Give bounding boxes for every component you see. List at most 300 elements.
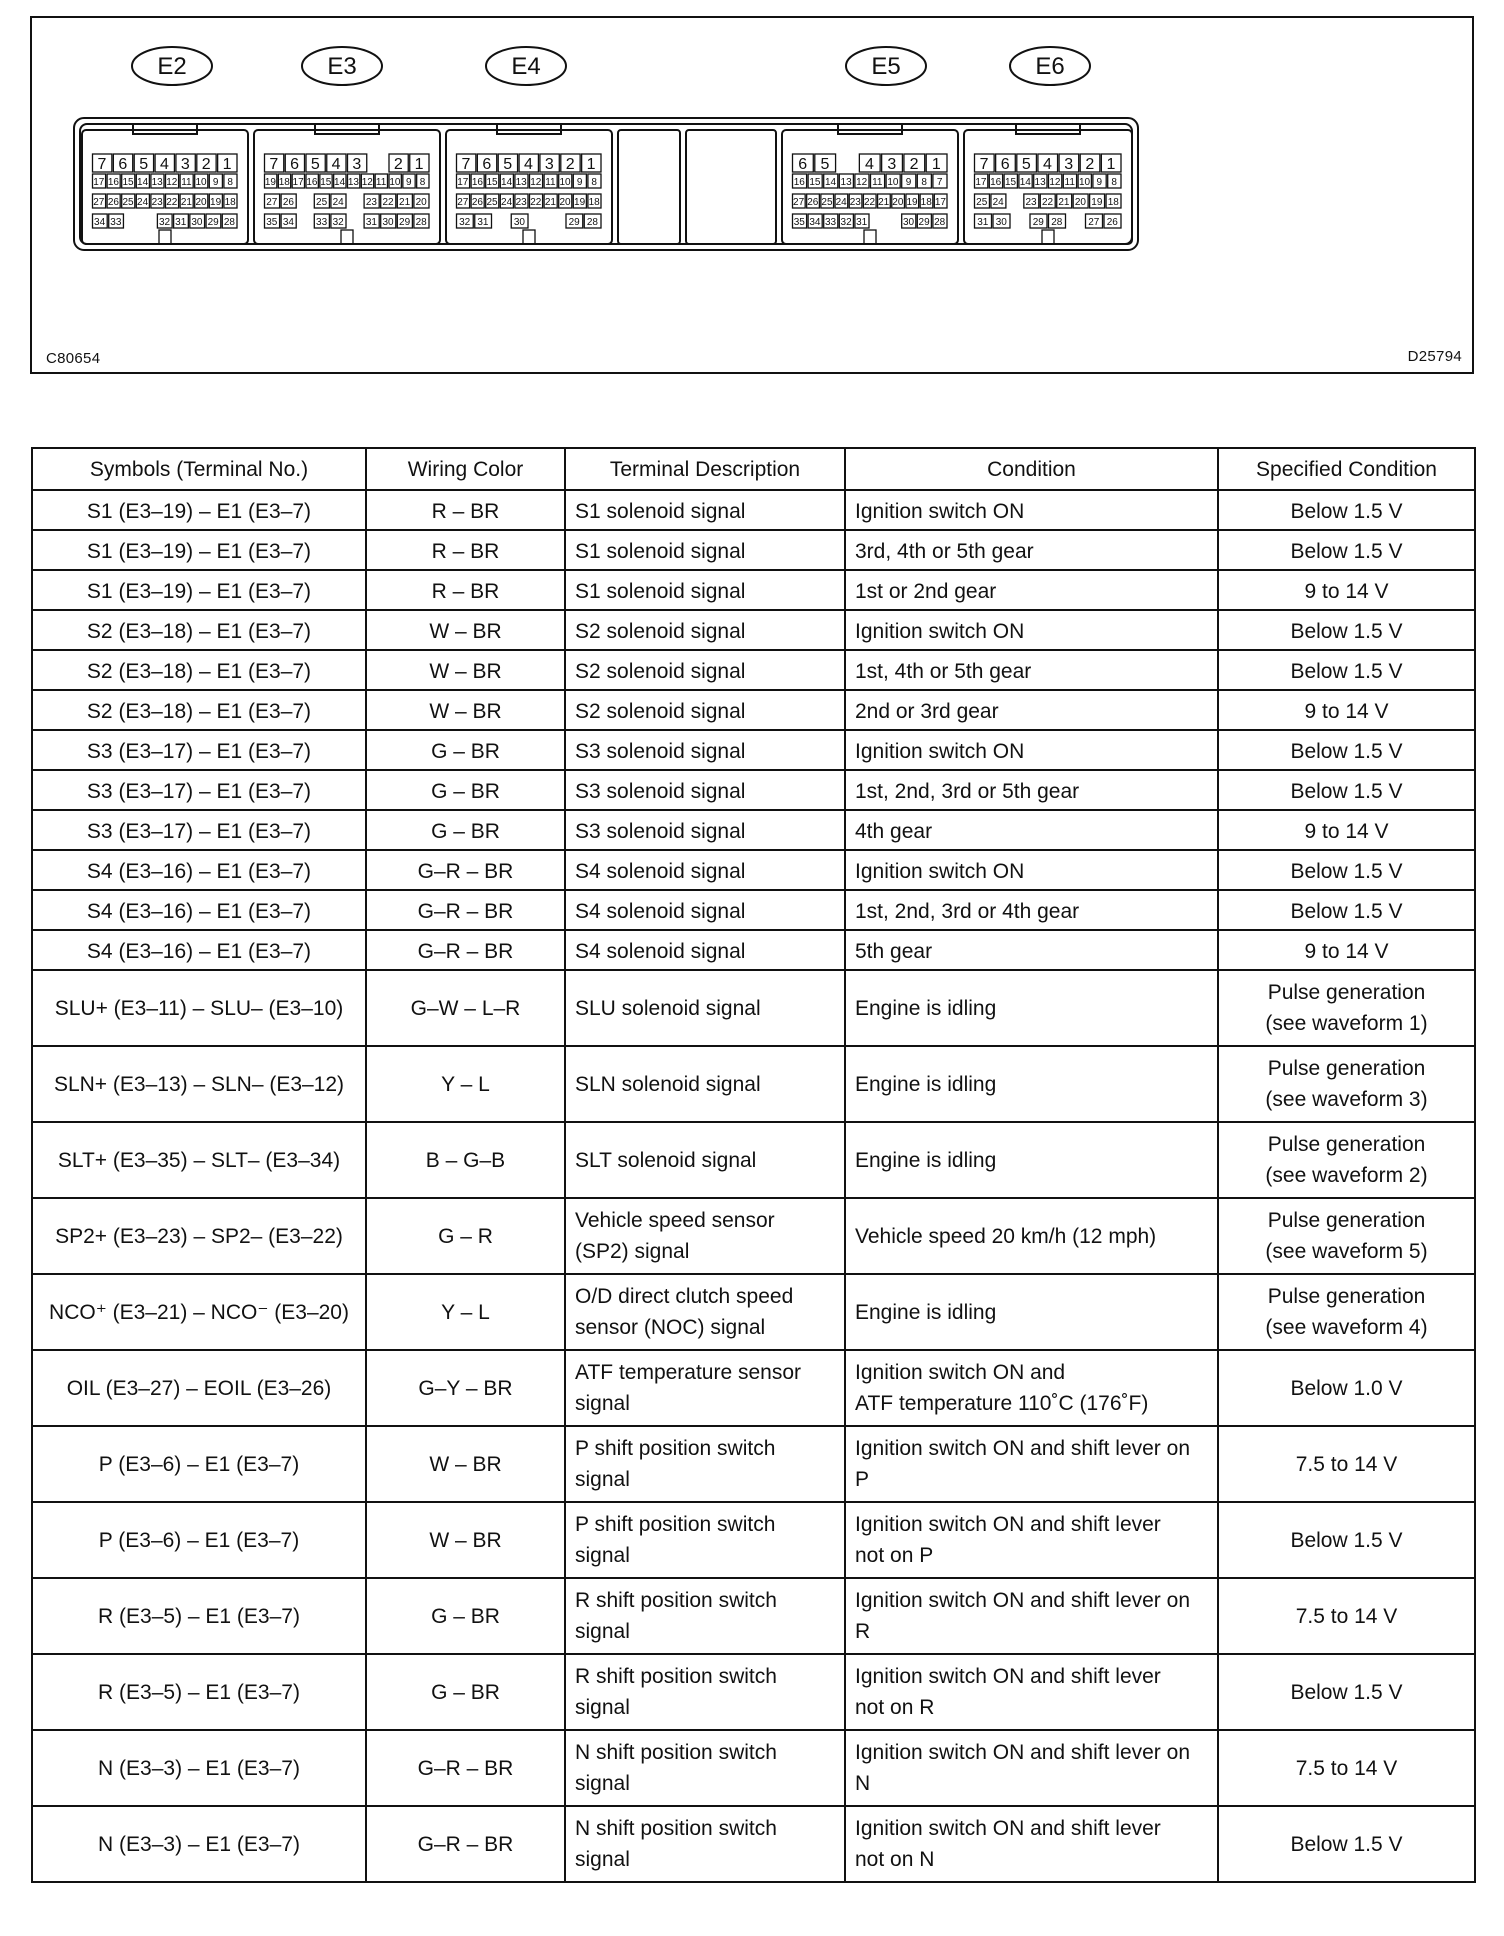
cell-symbols: S1 (E3–19) – E1 (E3–7) — [32, 530, 366, 570]
cell-condition — [845, 1426, 1218, 1502]
svg-text:32: 32 — [332, 217, 344, 228]
table-row — [32, 1046, 1475, 1122]
svg-text:5: 5 — [139, 156, 149, 173]
cell-specified-condition-line: (see waveform 3) — [1265, 1088, 1428, 1111]
cell-terminal-description-line: S3 solenoid signal — [575, 740, 746, 763]
svg-text:19: 19 — [906, 197, 918, 208]
cell-terminal-description — [565, 850, 845, 890]
svg-text:33: 33 — [824, 217, 837, 228]
cell-specified-condition — [1218, 1046, 1475, 1122]
cell-symbols: S3 (E3–17) – E1 (E3–7) — [32, 770, 366, 810]
svg-text:2: 2 — [909, 156, 919, 173]
blank-section-left — [618, 130, 680, 244]
svg-text:18: 18 — [224, 197, 236, 208]
cell-condition-line: Ignition switch ON and shift lever — [855, 1665, 1161, 1688]
cell-terminal-description-line: signal — [575, 1848, 630, 1871]
cell-condition-line: P — [855, 1468, 870, 1491]
svg-text:17: 17 — [975, 177, 987, 188]
svg-text:11: 11 — [545, 177, 556, 188]
svg-text:20: 20 — [195, 197, 207, 208]
cell-terminal-description — [565, 1502, 845, 1578]
cell-condition — [845, 1350, 1218, 1426]
cell-condition — [845, 690, 1218, 730]
svg-text:29: 29 — [918, 217, 930, 228]
cell-terminal-description-line: S1 solenoid signal — [575, 500, 746, 523]
table-row — [32, 530, 1475, 570]
header-specified-condition: Specified Condition — [1218, 448, 1475, 490]
cell-terminal-description-line: R shift position switch — [575, 1665, 777, 1688]
svg-text:17: 17 — [93, 177, 105, 188]
svg-text:26: 26 — [282, 197, 294, 208]
cell-terminal-description-line: signal — [575, 1544, 630, 1567]
cell-specified-condition — [1218, 850, 1475, 890]
svg-text:1: 1 — [586, 156, 596, 173]
svg-text:13: 13 — [840, 177, 852, 188]
cell-condition — [845, 610, 1218, 650]
cell-specified-condition-line: Below 1.0 V — [1290, 1376, 1403, 1400]
svg-text:26: 26 — [807, 197, 819, 208]
svg-text:16: 16 — [471, 177, 483, 188]
svg-text:12: 12 — [856, 177, 868, 188]
svg-text:6: 6 — [290, 156, 300, 173]
svg-text:24: 24 — [501, 197, 513, 208]
svg-text:33: 33 — [316, 217, 328, 228]
svg-text:25: 25 — [122, 197, 134, 208]
svg-text:20: 20 — [892, 197, 904, 208]
cell-symbols: OIL (E3–27) – EOIL (E3–26) — [32, 1350, 366, 1426]
svg-text:35: 35 — [793, 217, 805, 228]
cell-symbols: SP2+ (E3–23) – SP2– (E3–22) — [32, 1198, 366, 1274]
cell-specified-condition-line: Below 1.5 V — [1290, 540, 1403, 563]
svg-text:E6: E6 — [1035, 53, 1065, 80]
svg-text:4: 4 — [865, 156, 874, 173]
cell-specified-condition-line: Below 1.5 V — [1290, 1528, 1403, 1552]
cell-symbols: P (E3–6) – E1 (E3–7) — [32, 1502, 366, 1578]
cell-condition — [845, 1654, 1218, 1730]
cell-specified-condition-line: Below 1.5 V — [1290, 660, 1403, 683]
cell-wiring-color: G–R – BR — [366, 1806, 565, 1882]
svg-text:29: 29 — [207, 217, 219, 228]
cell-specified-condition-line: Pulse generation — [1267, 1209, 1426, 1232]
svg-text:7: 7 — [936, 177, 943, 188]
svg-text:30: 30 — [513, 217, 525, 228]
connector-label-e6 — [1010, 47, 1090, 85]
svg-text:15: 15 — [809, 177, 821, 188]
svg-text:3: 3 — [544, 156, 554, 173]
cell-terminal-description-line: signal — [575, 1772, 630, 1795]
cell-wiring-color: B – G–B — [366, 1122, 565, 1198]
cell-terminal-description — [565, 1730, 845, 1806]
cell-condition-line: Ignition switch ON — [855, 860, 1025, 883]
connector-block-e3 — [254, 124, 440, 244]
svg-text:14: 14 — [334, 177, 346, 188]
cell-specified-condition-line: 9 to 14 V — [1304, 820, 1389, 843]
cell-terminal-description-line: signal — [575, 1392, 630, 1415]
svg-text:15: 15 — [122, 177, 134, 188]
svg-text:27: 27 — [93, 197, 105, 208]
cell-terminal-description-line: signal — [575, 1696, 630, 1719]
svg-text:6: 6 — [798, 156, 808, 173]
connector-block-e5 — [782, 124, 958, 244]
cell-specified-condition — [1218, 570, 1475, 610]
cell-specified-condition — [1218, 1350, 1475, 1426]
cell-terminal-description — [565, 490, 845, 530]
cell-specified-condition-line: 9 to 14 V — [1304, 940, 1389, 963]
svg-text:13: 13 — [515, 177, 527, 188]
cell-condition-line: not on P — [855, 1544, 934, 1567]
cell-specified-condition — [1218, 1122, 1475, 1198]
cell-specified-condition-line: Below 1.5 V — [1290, 740, 1403, 763]
svg-text:35: 35 — [266, 217, 278, 228]
cell-wiring-color: G–Y – BR — [366, 1350, 565, 1426]
cell-condition — [845, 770, 1218, 810]
svg-text:9: 9 — [1096, 177, 1103, 188]
svg-text:1: 1 — [1106, 156, 1116, 173]
cell-terminal-description-line: P shift position switch — [575, 1437, 776, 1460]
svg-text:1: 1 — [414, 156, 424, 173]
connector-label-e2 — [132, 47, 212, 85]
cell-specified-condition — [1218, 530, 1475, 570]
cell-condition — [845, 1806, 1218, 1882]
cell-specified-condition-line: Pulse generation — [1267, 1133, 1426, 1156]
cell-terminal-description-line: S4 solenoid signal — [575, 900, 746, 923]
cell-terminal-description — [565, 1578, 845, 1654]
cell-condition-line: 1st, 4th or 5th gear — [855, 660, 1032, 683]
cell-wiring-color: G – R — [366, 1198, 565, 1274]
svg-text:E4: E4 — [511, 53, 541, 80]
cell-condition-line: 1st, 2nd, 3rd or 4th gear — [855, 900, 1080, 923]
svg-text:20: 20 — [1074, 197, 1086, 208]
cell-wiring-color: G–R – BR — [366, 890, 565, 930]
cell-specified-condition-line: 7.5 to 14 V — [1295, 1452, 1398, 1476]
cell-terminal-description — [565, 610, 845, 650]
cell-condition-line: 3rd, 4th or 5th gear — [855, 540, 1034, 563]
cell-specified-condition-line: Pulse generation — [1267, 981, 1426, 1004]
svg-text:14: 14 — [137, 177, 149, 188]
svg-text:23: 23 — [151, 197, 163, 208]
table-row — [32, 490, 1475, 530]
cell-condition — [845, 1274, 1218, 1350]
table-row — [32, 850, 1475, 890]
svg-text:31: 31 — [977, 217, 989, 228]
header-condition: Condition — [845, 448, 1218, 490]
svg-text:29: 29 — [568, 217, 580, 228]
svg-text:10: 10 — [559, 177, 571, 188]
svg-text:30: 30 — [902, 217, 915, 228]
cell-symbols: SLT+ (E3–35) – SLT– (E3–34) — [32, 1122, 366, 1198]
svg-text:4: 4 — [1043, 156, 1052, 173]
svg-text:24: 24 — [332, 197, 344, 208]
cell-condition-line: 1st or 2nd gear — [855, 580, 997, 603]
cell-condition-line: Ignition switch ON and shift lever on — [855, 1437, 1190, 1460]
svg-text:23: 23 — [849, 197, 861, 208]
figure-code-right: D25794 — [1407, 348, 1462, 365]
cell-terminal-description-line: P shift position switch — [575, 1513, 776, 1536]
svg-text:5: 5 — [310, 156, 320, 173]
svg-text:27: 27 — [266, 197, 278, 208]
cell-condition-line: Ignition switch ON — [855, 740, 1025, 763]
svg-text:32: 32 — [158, 217, 171, 228]
svg-text:34: 34 — [94, 217, 106, 228]
cell-condition-line: Ignition switch ON — [855, 500, 1025, 523]
cell-terminal-description — [565, 1046, 845, 1122]
cell-symbols: N (E3–3) – E1 (E3–7) — [32, 1806, 366, 1882]
svg-text:7: 7 — [979, 156, 989, 173]
svg-text:11: 11 — [181, 177, 192, 188]
cell-symbols: SLN+ (E3–13) – SLN– (E3–12) — [32, 1046, 366, 1122]
terminal-spec-table — [31, 447, 1476, 1883]
table-row — [32, 650, 1475, 690]
table-row — [32, 570, 1475, 610]
cell-specified-condition — [1218, 490, 1475, 530]
cell-specified-condition — [1218, 610, 1475, 650]
svg-text:30: 30 — [191, 217, 203, 228]
svg-text:2: 2 — [393, 156, 403, 173]
svg-text:6: 6 — [1000, 156, 1010, 173]
svg-text:19: 19 — [264, 177, 276, 188]
svg-text:4: 4 — [524, 156, 533, 173]
cell-specified-condition-line: 9 to 14 V — [1304, 700, 1389, 723]
cell-condition — [845, 930, 1218, 970]
cell-wiring-color: W – BR — [366, 1426, 565, 1502]
cell-condition-line: 2nd or 3rd gear — [855, 700, 999, 723]
svg-text:34: 34 — [282, 217, 294, 228]
cell-wiring-color: R – BR — [366, 530, 565, 570]
cell-condition — [845, 1730, 1218, 1806]
cell-condition — [845, 810, 1218, 850]
cell-specified-condition — [1218, 730, 1475, 770]
connector-block-e4 — [446, 124, 612, 244]
cell-condition-line: Ignition switch ON and shift lever — [855, 1817, 1161, 1840]
table-row — [32, 690, 1475, 730]
cell-terminal-description — [565, 810, 845, 850]
table-row — [32, 1654, 1475, 1730]
cell-terminal-description — [565, 570, 845, 610]
svg-text:3: 3 — [887, 156, 897, 173]
cell-terminal-description-line: S2 solenoid signal — [575, 700, 746, 723]
svg-text:33: 33 — [110, 217, 122, 228]
cell-specified-condition — [1218, 1502, 1475, 1578]
svg-text:25: 25 — [316, 197, 328, 208]
cell-specified-condition-line: Below 1.5 V — [1290, 900, 1403, 923]
svg-text:27: 27 — [1088, 217, 1100, 228]
svg-text:23: 23 — [365, 197, 377, 208]
cell-condition-line: Ignition switch ON and shift lever on — [855, 1741, 1190, 1764]
cell-terminal-description — [565, 690, 845, 730]
svg-text:10: 10 — [195, 177, 207, 188]
cell-specified-condition-line: Pulse generation — [1267, 1057, 1426, 1080]
cell-wiring-color: W – BR — [366, 690, 565, 730]
svg-text:E5: E5 — [871, 53, 901, 80]
cell-wiring-color: G – BR — [366, 810, 565, 850]
svg-text:9: 9 — [212, 177, 219, 188]
cell-condition-line: Engine is idling — [855, 1148, 997, 1172]
cell-terminal-description — [565, 1274, 845, 1350]
svg-text:4: 4 — [160, 156, 169, 173]
cell-wiring-color: W – BR — [366, 650, 565, 690]
cell-terminal-description-line: S3 solenoid signal — [575, 780, 746, 803]
cell-symbols: S2 (E3–18) – E1 (E3–7) — [32, 610, 366, 650]
svg-text:19: 19 — [210, 197, 222, 208]
cell-wiring-color: Y – L — [366, 1046, 565, 1122]
svg-text:26: 26 — [1106, 217, 1118, 228]
svg-text:5: 5 — [1021, 156, 1031, 173]
svg-text:19: 19 — [1091, 197, 1103, 208]
svg-text:12: 12 — [361, 177, 373, 188]
cell-specified-condition-line: (see waveform 5) — [1265, 1240, 1428, 1263]
table-row — [32, 730, 1475, 770]
cell-specified-condition-line: Below 1.5 V — [1290, 620, 1403, 643]
svg-text:1: 1 — [931, 156, 941, 173]
cell-condition-line: Ignition switch ON and shift lever on — [855, 1589, 1190, 1612]
svg-text:27: 27 — [457, 197, 469, 208]
cell-terminal-description-line: S4 solenoid signal — [575, 940, 746, 963]
svg-text:28: 28 — [586, 217, 598, 228]
cell-condition-line: Vehicle speed 20 km/h (12 mph) — [855, 1224, 1157, 1248]
svg-text:22: 22 — [530, 197, 542, 208]
table-row — [32, 1122, 1475, 1198]
cell-wiring-color: G–R – BR — [366, 1730, 565, 1806]
cell-condition-line: 1st, 2nd, 3rd or 5th gear — [855, 780, 1080, 803]
svg-text:21: 21 — [544, 197, 556, 208]
svg-text:17: 17 — [292, 177, 304, 188]
cell-specified-condition-line: 7.5 to 14 V — [1295, 1756, 1398, 1780]
cell-specified-condition-line: Below 1.5 V — [1290, 1680, 1403, 1704]
cell-wiring-color: G – BR — [366, 1578, 565, 1654]
svg-text:3: 3 — [180, 156, 190, 173]
cell-specified-condition-line: 9 to 14 V — [1304, 580, 1389, 603]
cell-specified-condition — [1218, 1198, 1475, 1274]
cell-specified-condition — [1218, 1654, 1475, 1730]
svg-text:30: 30 — [382, 217, 394, 228]
svg-text:9: 9 — [576, 177, 583, 188]
table-row — [32, 930, 1475, 970]
svg-text:21: 21 — [399, 197, 411, 208]
cell-terminal-description-line: S1 solenoid signal — [575, 580, 746, 603]
blank-section-right — [686, 130, 776, 244]
svg-text:8: 8 — [591, 177, 597, 188]
cell-specified-condition-line: (see waveform 2) — [1265, 1164, 1428, 1187]
header-symbols: Symbols (Terminal No.) — [32, 448, 366, 490]
svg-text:5: 5 — [503, 156, 513, 173]
table-row — [32, 1274, 1475, 1350]
cell-symbols: S3 (E3–17) – E1 (E3–7) — [32, 730, 366, 770]
cell-terminal-description-line: signal — [575, 1468, 630, 1491]
cell-terminal-description-line: O/D direct clutch speed — [575, 1285, 794, 1308]
svg-text:23: 23 — [1025, 197, 1037, 208]
cell-wiring-color: Y – L — [366, 1274, 565, 1350]
svg-text:31: 31 — [175, 217, 187, 228]
cell-condition — [845, 650, 1218, 690]
cell-specified-condition — [1218, 970, 1475, 1046]
svg-text:10: 10 — [389, 177, 401, 188]
cell-symbols: S4 (E3–16) – E1 (E3–7) — [32, 850, 366, 890]
cell-symbols: S2 (E3–18) – E1 (E3–7) — [32, 690, 366, 730]
svg-text:8: 8 — [227, 177, 233, 188]
svg-text:18: 18 — [588, 197, 600, 208]
svg-text:3: 3 — [1064, 156, 1074, 173]
cell-specified-condition — [1218, 810, 1475, 850]
cell-condition-line: R — [855, 1620, 871, 1643]
cell-terminal-description-line: R shift position switch — [575, 1589, 777, 1612]
svg-text:34: 34 — [809, 217, 821, 228]
svg-text:6: 6 — [482, 156, 492, 173]
table-row — [32, 890, 1475, 930]
header-wiring-color: Wiring Color — [366, 448, 565, 490]
cell-condition-line: Ignition switch ON and — [855, 1361, 1066, 1384]
cell-specified-condition — [1218, 1730, 1475, 1806]
svg-text:26: 26 — [107, 197, 119, 208]
cell-wiring-color: G – BR — [366, 1654, 565, 1730]
cell-terminal-description-line: S3 solenoid signal — [575, 820, 746, 843]
table-row — [32, 1350, 1475, 1426]
cell-terminal-description-line: N shift position switch — [575, 1817, 777, 1840]
svg-text:25: 25 — [821, 197, 833, 208]
cell-symbols: S1 (E3–19) – E1 (E3–7) — [32, 490, 366, 530]
cell-specified-condition — [1218, 890, 1475, 930]
table-row — [32, 970, 1475, 1046]
cell-condition — [845, 970, 1218, 1046]
table-row — [32, 1198, 1475, 1274]
svg-text:26: 26 — [471, 197, 483, 208]
cell-condition-line: Engine is idling — [855, 1072, 997, 1096]
svg-text:16: 16 — [107, 177, 119, 188]
cell-terminal-description-line: (SP2) signal — [575, 1240, 690, 1263]
svg-text:32: 32 — [459, 217, 471, 228]
svg-text:4: 4 — [331, 156, 341, 173]
cell-terminal-description — [565, 730, 845, 770]
cell-terminal-description-line: sensor (NOC) signal — [575, 1316, 766, 1339]
cell-terminal-description — [565, 530, 845, 570]
cell-specified-condition-line: Below 1.5 V — [1290, 780, 1403, 803]
svg-text:6: 6 — [118, 156, 128, 173]
table-row — [32, 810, 1475, 850]
svg-text:8: 8 — [419, 177, 426, 188]
svg-text:18: 18 — [1107, 197, 1119, 208]
svg-text:19: 19 — [574, 197, 586, 208]
table-row — [32, 1426, 1475, 1502]
cell-terminal-description — [565, 1426, 845, 1502]
cell-symbols: S3 (E3–17) – E1 (E3–7) — [32, 810, 366, 850]
svg-text:10: 10 — [1078, 177, 1091, 188]
connector-block-e6 — [964, 124, 1132, 244]
connector-label-e4 — [486, 47, 566, 85]
cell-condition-line: not on R — [855, 1696, 935, 1719]
cell-terminal-description-line: ATF temperature sensor — [575, 1361, 802, 1384]
cell-condition — [845, 890, 1218, 930]
svg-text:2: 2 — [565, 156, 575, 173]
svg-text:22: 22 — [1041, 197, 1054, 208]
svg-text:31: 31 — [856, 217, 868, 228]
svg-text:15: 15 — [1004, 177, 1017, 188]
svg-text:28: 28 — [223, 217, 235, 228]
cell-wiring-color: G – BR — [366, 770, 565, 810]
svg-text:16: 16 — [306, 177, 318, 188]
svg-text:10: 10 — [887, 177, 899, 188]
svg-text:14: 14 — [1019, 177, 1031, 188]
svg-text:17: 17 — [934, 197, 946, 208]
svg-text:27: 27 — [793, 197, 805, 208]
cell-condition-line: ATF temperature 110˚C (176˚F) — [855, 1392, 1149, 1415]
cell-specified-condition-line: Below 1.5 V — [1290, 500, 1403, 523]
svg-text:21: 21 — [1058, 197, 1070, 208]
cell-wiring-color: G – BR — [366, 730, 565, 770]
svg-text:8: 8 — [1111, 177, 1117, 188]
cell-terminal-description-line: N shift position switch — [575, 1741, 777, 1764]
cell-specified-condition — [1218, 1578, 1475, 1654]
cell-terminal-description-line: SLN solenoid signal — [575, 1072, 761, 1096]
cell-condition — [845, 530, 1218, 570]
